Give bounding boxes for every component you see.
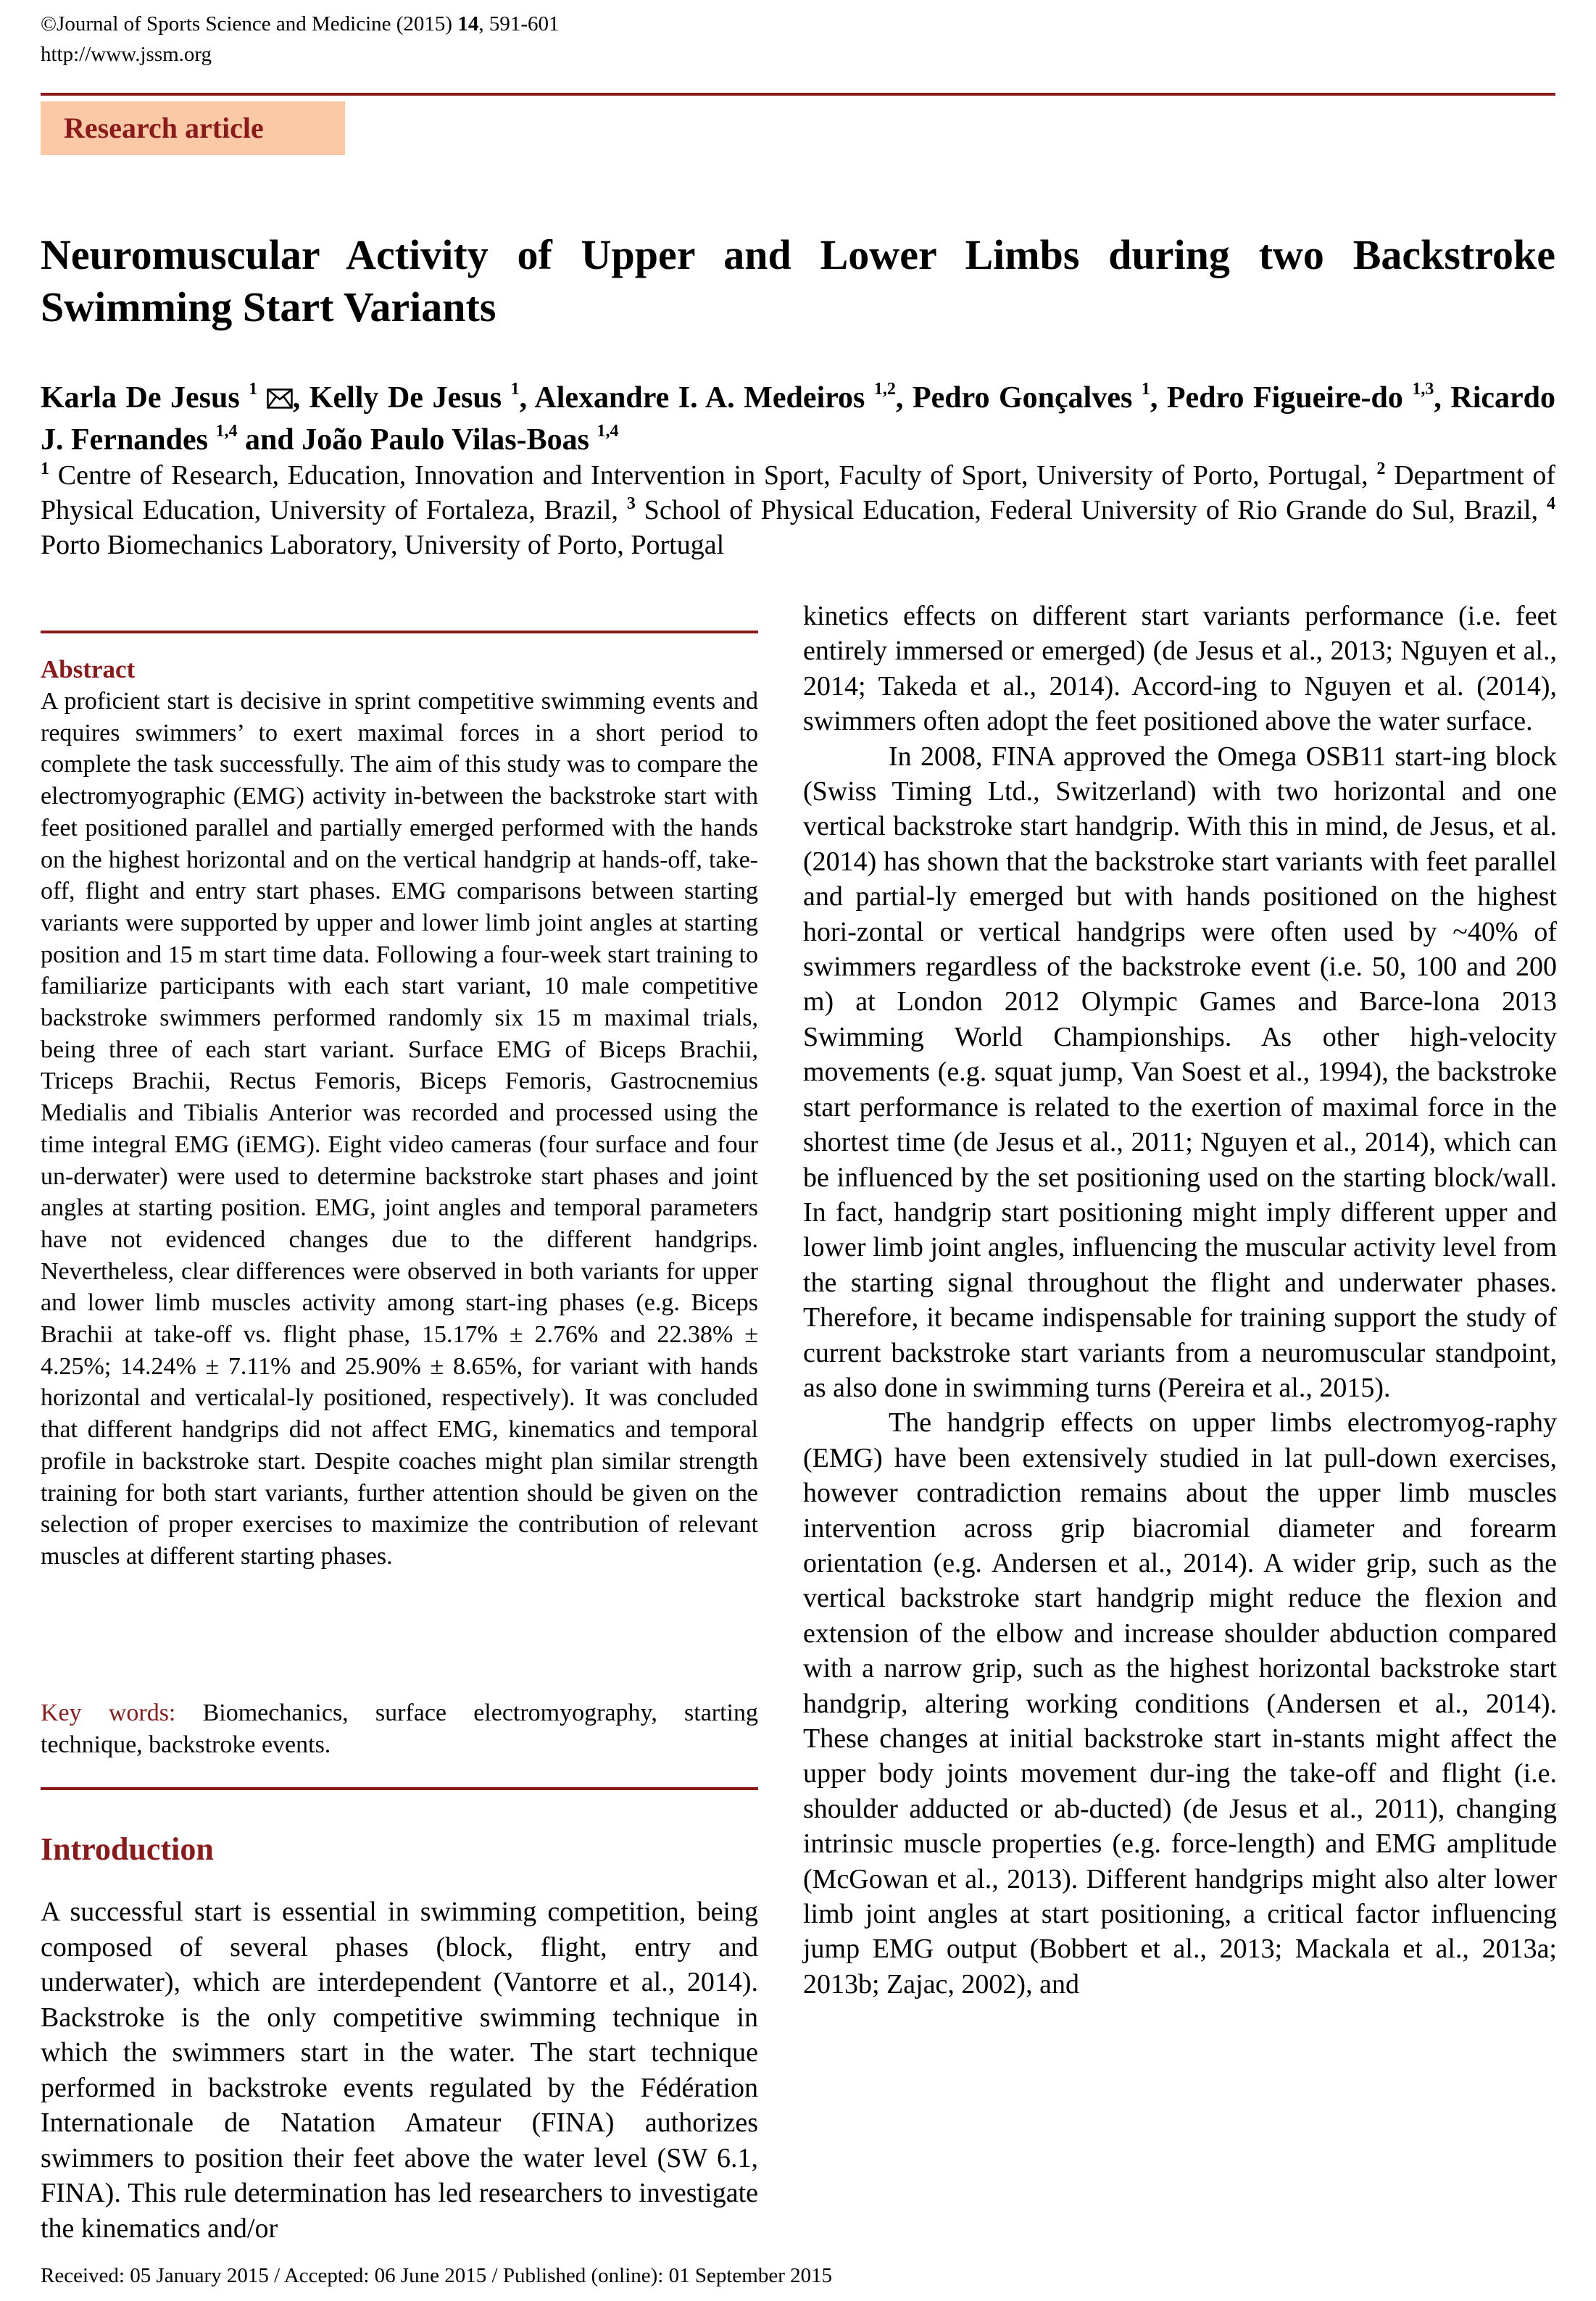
affiliations: $^1$ Centre of Research, Education, Innovation and Intervention in Sport, Faculty of Sport, University of Porto, Portugal, $^2$ Department of Physical Education, University of Fortaleza, Brazil, $^3$ School of Physical Education, Federal University of Rio Grande do Sul, Brazil, $^4$ Porto Biomechanics Laboratory, University of Porto, Portugal: [41, 459, 1555, 560]
keywords: Key words: Biomechanics, surface electromyography, starting technique, backstroke events.: [41, 1699, 758, 1758]
journal-header: [41, 9, 560, 70]
paragraph: kinetics effects on different start variants performance (i.e. feet entirely immersed or emerged) (de Jesus et al., 2013; Nguyen et al., 2014; Takeda et al., 2014). Accord-ing to Nguyen et al. (2014), swimmers often adopt the feet positioned above the water surface.: [803, 601, 1557, 737]
paragraph: The handgrip effects on upper limbs electromyog-raphy (EMG) have been extensively studied in lat pull-down exercises, however contradiction remains about the upper limb muscles intervention across grip biacromial diameter and forearm orientation (e.g. Andersen et al., 2014). A wider grip, such as the vertical backstroke start handgrip might reduce the flexion and extension of the elbow and increase shoulder abduction compared with a narrow grip, such as the highest horizontal backstroke start handgrip, altering working conditions (Andersen et al., 2014). These changes at initial backstroke start in-stants might affect the upper body joints movement dur-ing the take-off and flight (i.e. shoulder adducted or ab-ducted) (de Jesus et al., 2011), changing intrinsic muscle properties (e.g. force-length) and EMG amplitude (McGowan et al., 2013). Different handgrips might also alter lower limb joint angles at start positioning, a critical factor influencing jump EMG output (Bobbert et al., 2013; Mackala et al., 2013a; 2013b; Zajac, 2002), and: [803, 1407, 1557, 2000]
abstract-heading: Abstract: [41, 655, 136, 683]
abstract-bottom-rule: [41, 1787, 758, 1790]
envelope-icon[interactable]: [267, 388, 293, 409]
introduction-body: A successful start is essential in swimming competition, being composed of several phases (block, flight, entry and underwater), which are interdependent (Vantorre et al., 2014). Backstroke is the only competitive swimming technique in which the swimmers start in the water. The start technique performed in backstroke events regulated by the Fédération Internationale de Natation Amateur (FINA) authorizes swimmers to position their feet above the water level (SW 6.1, FINA). This rule determination has led researchers to investigate the kinematics and/or: [41, 1897, 758, 2244]
publication-dates: Received: 05 January 2015 / Accepted: 06 June 2015 / Published (online): 01 September 2015: [41, 2264, 833, 2287]
header-rule: [41, 93, 1555, 96]
journal-url[interactable]: http://www.jssm.org: [41, 43, 212, 66]
keywords-label: Key words:: [41, 1699, 176, 1726]
section-label: Research article: [41, 101, 345, 155]
paper-title: Neuromuscular Activity of Upper and Lower Limbs during two Backstroke Swimming Start Variants: [41, 231, 1555, 330]
journal-citation: ©Journal of Sports Science and Medicine (2015) 14, 591-601: [41, 12, 560, 36]
right-column-text: [803, 599, 1557, 2002]
introduction-heading: Introduction: [41, 1831, 214, 1867]
paragraph: In 2008, FINA approved the Omega OSB11 start-ing block (Swiss Timing Ltd., Switzerland) with two horizontal and one vertical backstroke start handgrip. With this in mind, de Jesus, et al. (2014) has shown that the backstroke start variants with feet parallel and partial-ly emerged but with hands positioned on the highest hori-zontal or vertical handgrips were often used by ~40% of swimmers regardless of the backstroke event (i.e. 50, 100 and 200 m) at London 2012 Olympic Games and Barce-lona 2013 Swimming World Championships. As other high-velocity movements (e.g. squat jump, Van Soest et al., 1994), the backstroke start performance is related to the exertion of maximal force in the shortest time (de Jesus et al., 2011; Nguyen et al., 2014), which can be influenced by the set positioning used on the starting block/wall. In fact, handgrip start positioning might imply different upper and lower limb joint angles, influencing the muscular activity level from the starting signal throughout the flight and underwater phases. Therefore, it became indispensable for training support the study of current backstroke start variants from a neuromuscular standpoint, as also done in swimming turns (Pereira et al., 2015).: [803, 741, 1557, 1403]
author-list: Karla De Jesus $^1$ , Kelly De Jesus $^1$, Alexandre I. A. Medeiros $^{1,2}$, Pedro Gonçalves $^1$, Pedro Figueire-do $^{1,3}$, Ricardo J. Fernandes $^{1,4}$ and João Paulo Vilas-Boas $^{1,4}$: [41, 380, 1556, 457]
abstract-body: A proficient start is decisive in sprint competitive swimming events and requires swimmers’ to exert maximal forces in a short period to complete the task successfully. The aim of this study was to compare the electromyographic (EMG) activity in-between the backstroke start with feet positioned parallel and partially emerged performed with the hands on the highest horizontal and on the vertical handgrip at hands-off, take-off, flight and entry start phases. EMG comparisons between starting variants were supported by upper and lower limb joint angles at starting position and 15 m start time data. Following a four-week start training to familiarize participants with each start variant, 10 male competitive backstroke swimmers performed randomly six 15 m maximal trials, being three of each start variant. Surface EMG of Biceps Brachii, Triceps Brachii, Rectus Femoris, Biceps Femoris, Gastrocnemius Medialis and Tibialis Anterior was recorded and processed using the time integral EMG (iEMG). Eight video cameras (four surface and four un-derwater) were used to determine backstroke start phases and joint angles at starting position. EMG, joint angles and temporal parameters have not evidenced changes due to the different handgrips. Nevertheless, clear differences were observed in both variants for upper and lower limb muscles activity among start-ing phases (e.g. Biceps Brachii at take-off vs. flight phase, 15.17% ± 2.76% and 22.38% ± 4.25%; 14.24% ± 7.11% and 25.90% ± 8.65%, for variant with hands horizontal and verticalal-ly positioned, respectively). It was concluded that different handgrips did not affect EMG, kinematics and temporal profile in backstroke start. Despite coaches might plan similar strength training for both start variants, further attention should be given on the selection of proper exercises to maximize the contribution of relevant muscles at different starting phases.: [41, 688, 758, 1570]
abstract-top-rule: [41, 631, 758, 633]
